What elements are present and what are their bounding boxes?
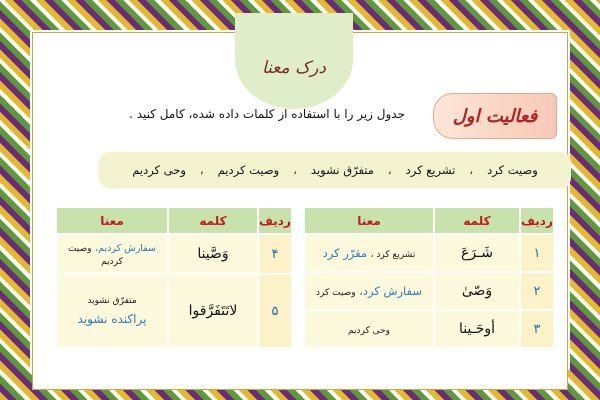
word-bank bbox=[99, 152, 571, 188]
header-row-number: ردیف bbox=[520, 207, 554, 234]
activity-badge bbox=[433, 93, 557, 139]
row-number: ۲ bbox=[520, 272, 554, 310]
row-meaning bbox=[304, 310, 434, 348]
table-row bbox=[304, 234, 554, 272]
row-number: ۵ bbox=[258, 274, 292, 348]
word-bank-item: متفرّق نشوید bbox=[310, 163, 374, 177]
row-meaning bbox=[56, 274, 168, 348]
table-header-row bbox=[56, 207, 292, 234]
meaning-answer: پراکنده نشوید bbox=[77, 312, 147, 326]
word-bank-separator: ، bbox=[387, 163, 392, 177]
activity-badge-label: فعالیت اول bbox=[452, 105, 538, 127]
table-header-row bbox=[304, 207, 554, 234]
table-row bbox=[304, 272, 554, 310]
row-word: لاتَتَفَرَّقوا bbox=[168, 274, 258, 348]
meaning-given: وصیت کردیم bbox=[68, 244, 123, 267]
meaning-answer: سفارش کردیم، bbox=[95, 243, 156, 254]
word-bank-item: وصیت کرد bbox=[487, 163, 538, 177]
row-word: أوحَـینا bbox=[434, 310, 520, 348]
page-title: درک معنا bbox=[261, 58, 326, 78]
word-bank-item: وحی کردیم bbox=[132, 163, 186, 177]
row-meaning bbox=[56, 234, 168, 274]
meaning-given: تشریع کرد ، bbox=[370, 250, 416, 260]
row-word: وَصَّینا bbox=[168, 234, 258, 274]
word-bank-separator: ، bbox=[199, 163, 204, 177]
meaning-answer: مقرّر کرد bbox=[322, 246, 368, 260]
table-row bbox=[56, 234, 292, 274]
row-meaning bbox=[304, 234, 434, 272]
table-row bbox=[56, 274, 292, 348]
row-number: ۱ bbox=[520, 234, 554, 272]
header-row-number: ردیف bbox=[258, 207, 292, 234]
header-meaning: معنا bbox=[304, 207, 434, 234]
meaning-given: متفرّق نشوید bbox=[87, 296, 137, 306]
activity-instruction: جدول زیر را با استفاده از کلمات داده شده، کامل کنید . bbox=[129, 107, 405, 121]
meaning-answer: سفارش کرد، bbox=[359, 284, 423, 298]
row-number: ۴ bbox=[258, 234, 292, 274]
header-word: کلمه bbox=[168, 207, 258, 234]
meaning-given: وصیت کرد bbox=[315, 288, 356, 298]
page-content bbox=[33, 33, 567, 389]
vocabulary-table-left bbox=[55, 206, 293, 349]
title-circle bbox=[235, 13, 353, 109]
word-bank-separator: ، bbox=[293, 163, 297, 177]
row-meaning bbox=[304, 272, 434, 310]
word-bank-item: وصیت کردیم bbox=[217, 163, 280, 177]
table-row bbox=[304, 310, 554, 348]
word-bank-separator: ، bbox=[469, 163, 474, 177]
vocabulary-table-right bbox=[303, 206, 555, 349]
row-word: شَـرَعَ bbox=[434, 234, 520, 272]
meaning-given: وحی کردیم bbox=[347, 325, 391, 336]
row-word: وَصّیٰ bbox=[434, 272, 520, 310]
header-meaning: معنا bbox=[56, 207, 168, 234]
word-bank-item: تشریع کرد bbox=[405, 163, 456, 177]
row-number: ۳ bbox=[520, 310, 554, 348]
header-word: کلمه bbox=[434, 207, 520, 234]
